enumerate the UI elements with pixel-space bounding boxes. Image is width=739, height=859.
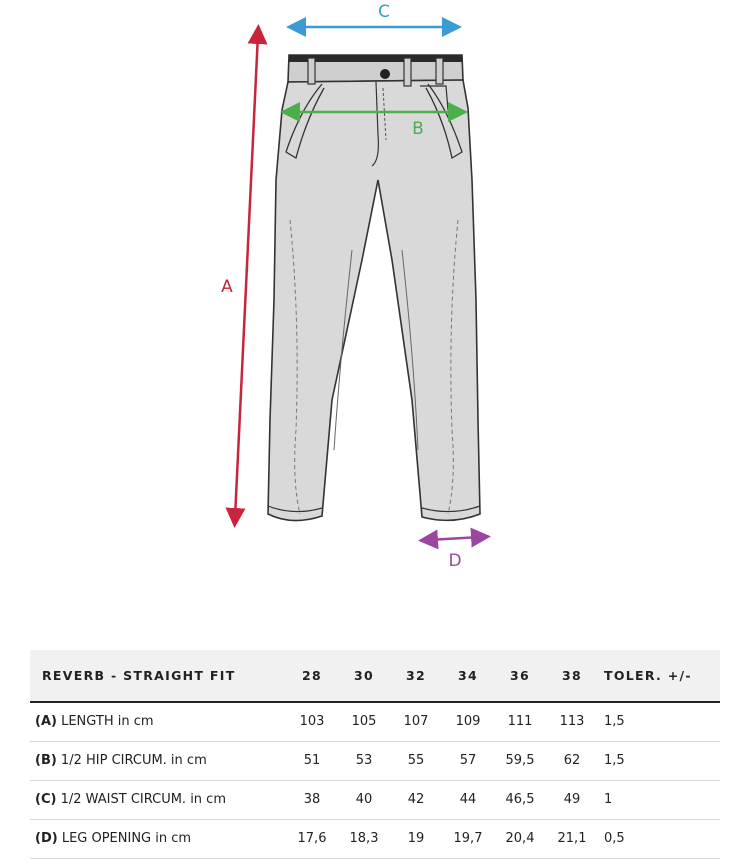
row-label-text: LENGTH in cm (56, 714, 154, 730)
size-chart-table (30, 650, 720, 859)
dimension-b-label: B (412, 119, 424, 139)
dimension-a-label: A (221, 277, 233, 297)
table-cell: 19,7 (453, 831, 483, 846)
row-code: (B) (35, 753, 57, 768)
table-cell: 59,5 (505, 753, 535, 768)
table-row (30, 780, 720, 819)
dimension-a-arrow (235, 34, 258, 518)
row-label (30, 741, 286, 780)
table-cell: 44 (459, 792, 477, 807)
table-cell: 18,3 (349, 831, 379, 846)
tolerance-header: TOLER. +/- (598, 650, 720, 702)
table-cell: 62 (563, 753, 581, 768)
pants-illustration (268, 55, 480, 521)
row-label-text: 1/2 HIP CIRCUM. in cm (56, 753, 207, 768)
table-cell: 105 (351, 714, 377, 730)
row-label-text: 1/2 WAIST CIRCUM. in cm (56, 792, 226, 807)
table-row (30, 702, 720, 741)
table-cell: 103 (299, 714, 325, 730)
tolerance-cell: 1 (604, 792, 613, 807)
tolerance-cell: 0,5 (604, 831, 625, 846)
table-cell: 38 (303, 792, 321, 807)
size-header-34: 34 (442, 650, 494, 702)
dimension-c-label: C (378, 2, 390, 22)
row-label (30, 702, 286, 741)
row-code: (C) (35, 792, 57, 807)
dimension-d-label: D (448, 551, 462, 571)
table-row (30, 819, 720, 858)
table-cell: 111 (507, 714, 533, 730)
table-cell: 20,4 (505, 831, 535, 846)
size-chart-title: REVERB - STRAIGHT FIT (30, 650, 286, 702)
tolerance-cell: 1,5 (604, 714, 625, 730)
dimension-d-arrow (428, 537, 481, 540)
table-cell: 46,5 (505, 792, 535, 807)
size-header-30: 30 (338, 650, 390, 702)
table-cell: 17,6 (297, 831, 327, 846)
table-cell: 51 (303, 753, 321, 768)
size-header-36: 36 (494, 650, 546, 702)
size-header-38: 38 (546, 650, 598, 702)
table-cell: 21,1 (557, 831, 587, 846)
table-cell: 57 (459, 753, 477, 768)
size-chart-header-row (30, 650, 720, 702)
table-cell: 40 (355, 792, 373, 807)
row-label (30, 819, 286, 858)
table-cell: 42 (407, 792, 425, 807)
table-cell: 55 (407, 753, 425, 768)
table-cell: 49 (563, 792, 581, 807)
table-cell: 53 (355, 753, 373, 768)
table-cell: 109 (455, 714, 481, 730)
size-header-28: 28 (286, 650, 338, 702)
size-header-32: 32 (390, 650, 442, 702)
table-cell: 113 (559, 714, 585, 730)
row-label-text: LEG OPENING in cm (57, 831, 192, 846)
row-label (30, 780, 286, 819)
table-cell: 19 (407, 831, 425, 846)
row-code: (D) (35, 831, 58, 846)
row-code: (A) (35, 714, 57, 730)
table-row (30, 741, 720, 780)
table-cell: 107 (403, 714, 429, 730)
tolerance-cell: 1,5 (604, 753, 625, 768)
